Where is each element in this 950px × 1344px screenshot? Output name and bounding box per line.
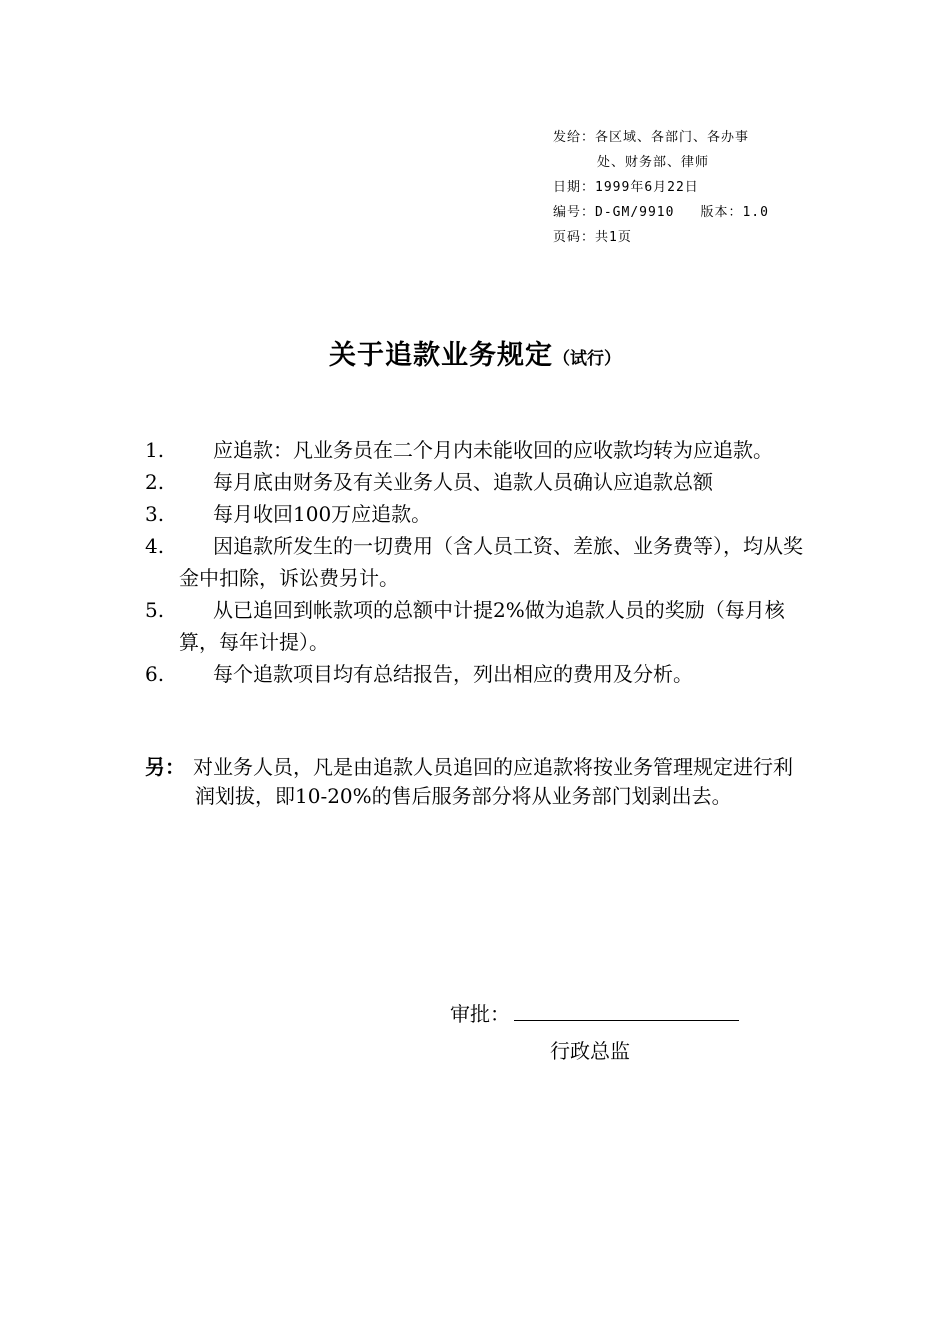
approval-row (450, 998, 739, 1029)
list-item-number: 6. (145, 662, 165, 686)
list-item-text: 因追款所发生的一切费用（含人员工资、差旅、业务费等），均从奖金中扣除，诉讼费另计。 (179, 534, 803, 590)
number-row (553, 200, 769, 225)
recipients-label: 发给： (553, 130, 596, 145)
document-title (0, 333, 950, 372)
pages-value: 共1页 (595, 230, 632, 245)
recipients-value: 各区域、各部门、各办事 (595, 130, 750, 145)
rules-list (145, 434, 810, 690)
list-item-text: 应追款：凡业务员在二个月内未能收回的应收款均转为应追款。 (213, 438, 773, 462)
pages-row (553, 225, 769, 250)
recipients-row (553, 125, 769, 150)
recipients-value-continued: 处、财务部、律师 (597, 155, 710, 170)
list-item (145, 594, 810, 658)
date-value: 1999年6月22日 (595, 180, 699, 195)
list-item-text: 每月底由财务及有关业务人员、追款人员确认应追款总额 (213, 470, 713, 494)
date-label: 日期： (553, 180, 596, 195)
version-value: 1.0 (742, 205, 769, 220)
recipients-row-continued (553, 150, 769, 175)
list-item (145, 658, 810, 690)
title-main: 关于追款业务规定 (329, 340, 553, 371)
note-text: 对业务人员，凡是由追款人员追回的应追款将按业务管理规定进行利润划拔，即10-20%的售后服务部分将从业务部门划剥出去。 (193, 755, 793, 808)
list-item-text: 每个追款项目均有总结报告，列出相应的费用及分析。 (213, 662, 693, 686)
list-item (145, 530, 810, 594)
signer-title: 行政总监 (550, 1039, 630, 1063)
list-item-text: 从已追回到帐款项的总额中计提2%做为追款人员的奖励（每月核算，每年计提）。 (179, 598, 785, 654)
date-row (553, 175, 769, 200)
signature-line (514, 998, 739, 1021)
list-item-number: 4. (145, 534, 165, 558)
version-label: 版本： (700, 205, 743, 220)
list-item-number: 5. (145, 598, 165, 622)
document-header (553, 125, 769, 250)
list-item-number: 1. (145, 438, 165, 462)
list-item (145, 498, 810, 530)
list-item-number: 3. (145, 502, 165, 526)
note-label: 另： (145, 755, 185, 779)
additional-note (145, 753, 800, 811)
number-value: D-GM/9910 (595, 205, 675, 220)
number-label: 编号： (553, 205, 596, 220)
pages-label: 页码： (553, 230, 596, 245)
approval-label: 审批： (450, 1002, 510, 1026)
list-item (145, 434, 810, 466)
list-item-text: 每月收回100万应追款。 (213, 502, 432, 526)
list-item (145, 466, 810, 498)
title-sub: （试行） (553, 349, 621, 369)
list-item-number: 2. (145, 470, 165, 494)
